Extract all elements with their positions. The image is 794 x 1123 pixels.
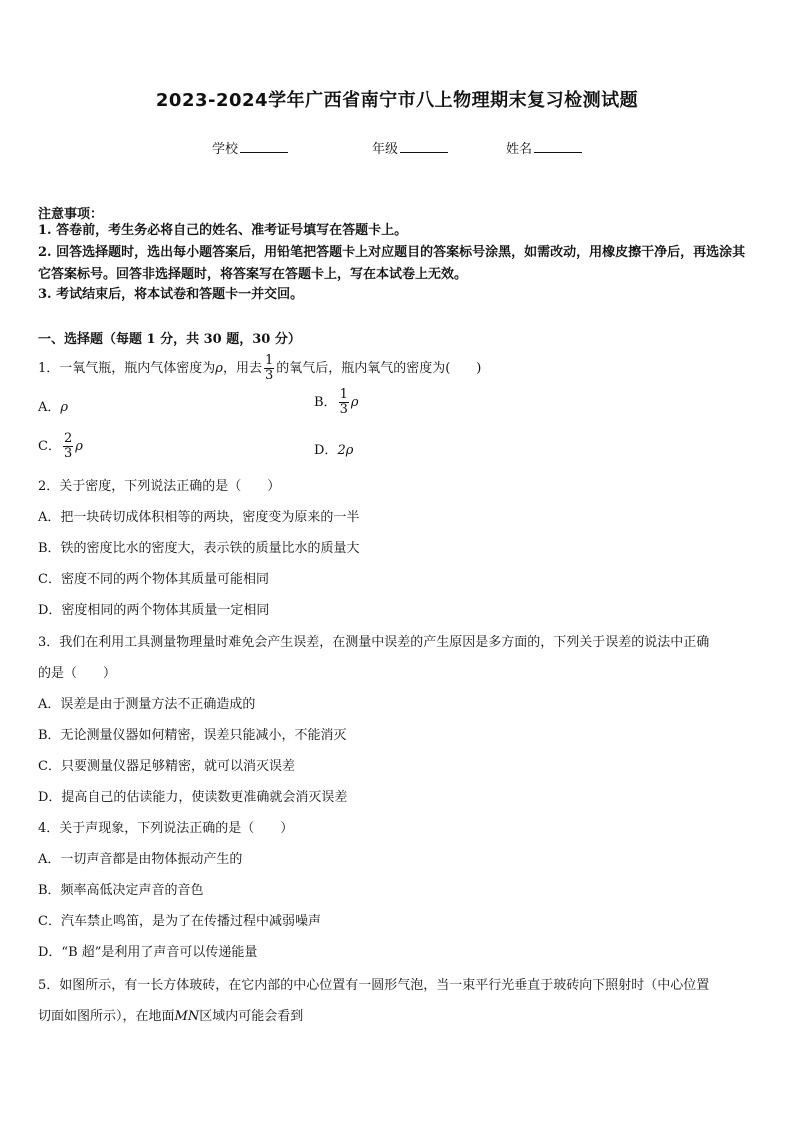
- q5-stem-line-2-a: 切面如图所示），在地面: [38, 1009, 175, 1024]
- q4-option-c: C．汽车禁止鸣笛，是为了在传播过程中减弱噪声: [38, 914, 321, 929]
- q1-fraction: [264, 354, 274, 383]
- q1-option-c-label: C．: [38, 439, 61, 454]
- question-3-stem-line-2: 的是（ ）: [38, 666, 117, 681]
- q4-option-b: B．频率高低决定声音的音色: [38, 883, 204, 898]
- q1-option-a: [38, 397, 68, 419]
- q1-option-a-label: A．: [38, 400, 61, 415]
- grade-field: [372, 138, 448, 157]
- q1-option-b-num: 1: [339, 387, 348, 402]
- question-1-stem: [38, 354, 760, 383]
- q1-option-c-fraction: [63, 432, 73, 461]
- q1-option-b: [314, 388, 359, 417]
- q2-option-d: D．密度相同的两个物体其质量一定相同: [38, 603, 270, 618]
- q4-option-a: A．一切声音都是由物体振动产生的: [38, 852, 243, 867]
- q1-option-b-fraction: [339, 388, 349, 417]
- school-blank: [240, 140, 288, 153]
- q3-option-c: C．只要测量仪器足够精密，就可以消灭误差: [38, 759, 295, 774]
- page-title: 2023-2024学年广西省南宁市八上物理期末复习检测试题: [155, 90, 639, 111]
- q2-option-b: B．铁的密度比水的密度大，表示铁的质量比水的质量大: [38, 541, 360, 556]
- q1-frac-num: 1: [264, 353, 274, 368]
- q1-option-b-den: 3: [339, 402, 348, 417]
- q3-option-d: D．提高自己的估读能力，使读数更准确就会消灭误差: [38, 790, 348, 805]
- q1-rho: ρ: [215, 361, 223, 376]
- student-info-row: [0, 138, 794, 162]
- q1-option-a-value: ρ: [60, 400, 69, 415]
- q1-option-c-num: 2: [63, 431, 73, 446]
- q5-stem-line-2-b: 区域内可能会看到: [199, 1009, 304, 1024]
- school-label: 学校: [212, 142, 239, 157]
- q1-option-c: [38, 432, 83, 461]
- q1-option-d-label: D．: [314, 443, 338, 458]
- q1-stem-a: 1．一氧气瓶，瓶内气体密度为: [38, 361, 216, 376]
- q1-option-c-value: ρ: [75, 439, 83, 454]
- question-4-stem: 4．关于声现象，下列说法正确的是（ ）: [38, 821, 294, 836]
- q1-option-b-value: ρ: [350, 395, 359, 410]
- q5-mn-label: MN: [174, 1009, 200, 1024]
- question-5-stem-line-1: 5．如图所示，有一长方体玻砖，在它内部的中心位置有一圆形气泡，当一束平行光垂直于玻砖向下照射时（中心位置: [38, 978, 710, 993]
- section-title: 一、选择题（每题 1 分，共 30 题，30 分）: [38, 332, 301, 347]
- school-field: [212, 138, 288, 157]
- note-item-2: 2. 回答选择题时，选出每小题答案后，用铅笔把答题卡上对应题目的答案标号涂黑，如需改动，用橡皮擦干净后，再选涂其它答案标号。回答非选择题时，将答案写在答题卡上，写在本试卷上无效。: [38, 245, 746, 282]
- note-item-3: 3. 考试结束后，将本试卷和答题卡一并交回。: [38, 287, 304, 302]
- q1-stem-c: 的氧气后，瓶内氧气的密度为( ): [276, 361, 482, 376]
- grade-blank: [400, 140, 448, 153]
- note-item-1: 1. 答卷前，考生务必将自己的姓名、准考证号填写在答题卡上。: [38, 223, 408, 238]
- name-blank: [534, 140, 582, 153]
- q4-option-d: D．“B 超”是利用了声音可以传递能量: [38, 945, 258, 960]
- question-5-stem-line-2: [38, 1006, 760, 1028]
- q1-option-d-value: 2ρ: [337, 443, 354, 458]
- q1-option-c-den: 3: [63, 446, 73, 461]
- q2-option-a: A．把一块砖切成体积相等的两块，密度变为原来的一半: [38, 510, 360, 525]
- q1-option-d: [314, 440, 353, 462]
- q1-option-b-label: B．: [314, 395, 337, 410]
- q3-option-a: A．误差是由于测量方法不正确造成的: [38, 697, 256, 712]
- notes-heading: 注意事项：: [38, 207, 104, 222]
- grade-label: 年级: [372, 142, 399, 157]
- question-2-stem: 2．关于密度，下列说法正确的是（ ）: [38, 479, 281, 494]
- name-label: 姓名: [506, 142, 533, 157]
- name-field: [506, 138, 582, 157]
- q3-option-b: B．无论测量仪器如何精密，误差只能减小，不能消灭: [38, 728, 347, 743]
- q1-frac-den: 3: [264, 368, 274, 383]
- q2-option-c: C．密度不同的两个物体其质量可能相同: [38, 572, 269, 587]
- question-3-stem-line-1: 3．我们在利用工具测量物理量时难免会产生误差，在测量中误差的产生原因是多方面的，下列关于误差的说法中正确: [38, 635, 710, 650]
- q1-stem-b: ，用去: [222, 361, 262, 376]
